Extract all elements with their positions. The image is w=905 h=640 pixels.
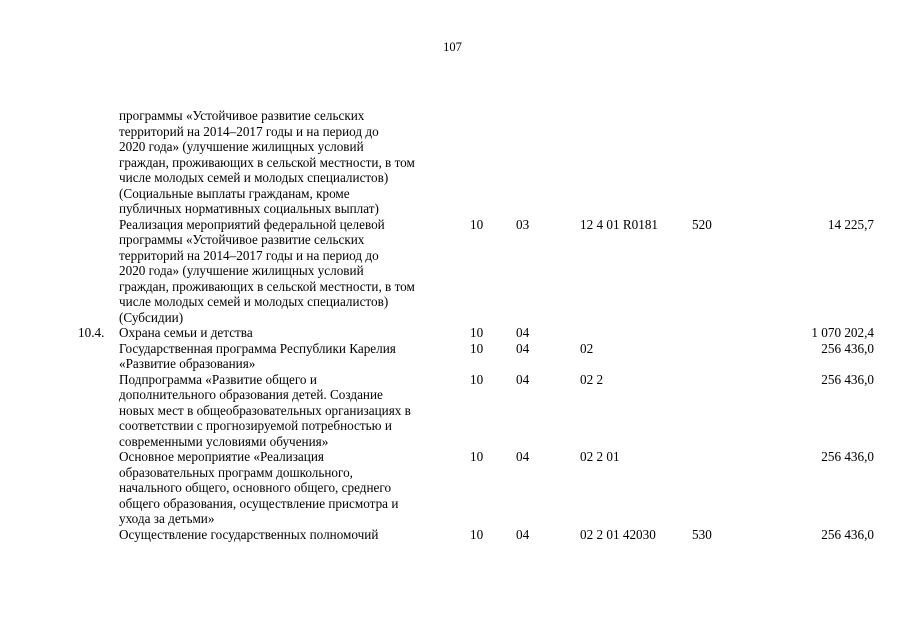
row-section-code: 10	[470, 216, 484, 232]
row-subsection-code: 04	[516, 526, 530, 542]
row-section-code: 10	[470, 371, 484, 387]
row-description: программы «Устойчивое развитие сельских территорий на 2014–2017 годы и на период до 2020 года» (улучшение жилищных условий граждан, проживающих в сельской местности, в том числе молодых семей и молодых специалистов) (Социальные выплаты гражданам, кроме публичных нормативных социальных выплат)	[119, 108, 415, 216]
row-amount: 14 225,7	[827, 216, 874, 232]
table-row	[0, 325, 905, 341]
row-description: Подпрограмма «Развитие общего и дополнительного образования детей. Создание новых мест в общеобразовательных организациях в соответствии с прогнозируемой потребностью и современными условиями обучения»	[119, 371, 411, 449]
page-number: 107	[443, 40, 462, 54]
row-description: Основное мероприятие «Реализация образовательных программ дошкольного, начального общего, основного общего, среднего общего образования, осуществление присмотра и ухода за детьми»	[119, 449, 399, 526]
row-description: Государственная программа Республики Карелия «Развитие образования»	[119, 340, 396, 371]
row-section-code: 10	[470, 340, 484, 356]
row-section-code: 10	[470, 449, 484, 464]
row-subsection-code: 03	[516, 216, 530, 232]
row-description: Охрана семьи и детства	[119, 325, 253, 340]
row-target-article: 02	[580, 340, 594, 356]
row-section-code: 10	[470, 526, 484, 542]
row-target-article: 02 2 01 42030	[580, 526, 656, 542]
row-amount: 256 436,0	[821, 526, 874, 542]
row-subsection-code: 04	[516, 340, 530, 356]
row-subsection-code: 04	[516, 449, 530, 464]
row-amount: 256 436,0	[821, 340, 874, 356]
row-amount: 1 070 202,4	[811, 325, 874, 340]
row-target-article: 02 2	[580, 371, 604, 387]
row-amount: 256 436,0	[821, 371, 874, 387]
table-row	[0, 527, 905, 543]
table-row	[0, 217, 905, 326]
table-row	[0, 108, 905, 217]
row-target-article: 02 2 01	[580, 449, 620, 464]
row-subsection-code: 04	[516, 325, 530, 340]
table-row	[0, 341, 905, 372]
row-section-code: 10	[470, 325, 484, 340]
row-description: Осуществление государственных полномочий	[119, 526, 379, 542]
table-row	[0, 449, 905, 527]
row-target-article: 12 4 01 R0181	[580, 216, 659, 232]
table-row	[0, 372, 905, 450]
row-description: Реализация мероприятий федеральной целевой программы «Устойчивое развитие сельских территорий на 2014–2017 годы и на период до 2020 года» (улучшение жилищных условий граждан, проживающих в сельской местности, в том числе молодых семей и молодых специалистов) (Субсидии)	[119, 216, 415, 325]
row-expense-type: 530	[692, 526, 712, 542]
row-expense-type: 520	[692, 216, 712, 232]
row-amount: 256 436,0	[821, 449, 874, 464]
row-number: 10.4.	[78, 325, 105, 340]
budget-table	[0, 108, 905, 542]
row-subsection-code: 04	[516, 371, 530, 387]
